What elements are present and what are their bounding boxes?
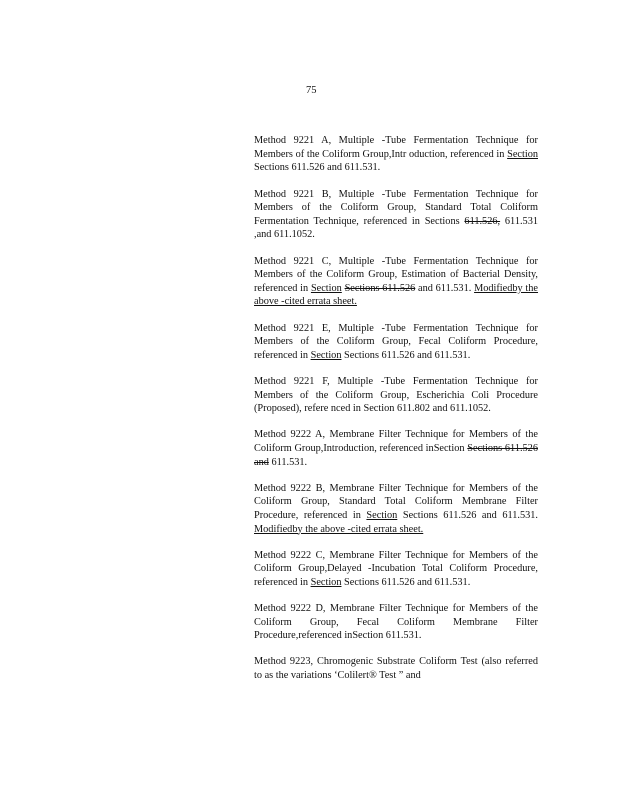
- entry-text: Method 9221 F, Multiple -Tube Fermentation Technique for Members of the Coliform Group, Escherichia Coli Procedure (Proposed), refere nced in Section 611.802 and 611.1052.: [254, 375, 538, 415]
- method-entry-list: [254, 124, 538, 695]
- method-entry: [254, 322, 538, 363]
- method-entry: [254, 134, 538, 175]
- struck-text: Sections 611.526: [344, 282, 416, 294]
- inserted-text: Section: [366, 509, 398, 521]
- inserted-text: Section: [310, 576, 342, 588]
- entry-text: Method 9221 A, Multiple -Tube Fermentation Technique for Members of the Coliform Group,Intr oduction, referenced in: [254, 135, 538, 160]
- struck-text: Sections 611.526 and: [254, 442, 538, 468]
- entry-text: 611.531 ,and 611.1052.: [254, 215, 538, 241]
- method-entry: [254, 188, 538, 242]
- inserted-text: Modifiedby the above -cited errata sheet.: [254, 282, 539, 308]
- inserted-text: Modifiedby the above -cited errata sheet.: [254, 523, 424, 535]
- entry-text: Method 9223, Chromogenic Substrate Coliform Test (also referred to as the variations ‘Colilert® Test ” and: [254, 656, 538, 682]
- entry-text: Method 9222 A, Membrane Filter Technique for Members of the Coliform Group,Introduction, referenced inSection: [254, 429, 538, 454]
- method-entry: [254, 375, 538, 416]
- entry-text: Method 9222 D, Membrane Filter Technique for Members of the Coliform Group, Fecal Coliform Membrane Filter Procedure,referenced inSection 611.531.: [254, 603, 538, 642]
- entry-text: Method 9222 B, Membrane Filter Technique for Members of the Coliform Group, Standard Total Coliform Membrane Filter Procedure, referenced in: [254, 482, 538, 521]
- inserted-text: Section: [310, 282, 342, 294]
- method-entry: [254, 482, 538, 536]
- struck-text: 611.526,: [464, 215, 501, 227]
- method-entry: [254, 428, 538, 469]
- method-entry: [254, 655, 538, 682]
- entry-text: Method 9221 E, Multiple -Tube Fermentation Technique for Members of the Coliform Group, Fecal Coliform Procedure, referenced in: [254, 322, 538, 361]
- inserted-text: Section: [310, 349, 342, 361]
- method-entry: [254, 602, 538, 643]
- inserted-text: Section: [507, 148, 538, 160]
- method-entry: [254, 255, 538, 309]
- entry-text: 611.531.: [268, 456, 308, 468]
- entry-text: Sections 611.526 and 611.531.: [254, 162, 381, 174]
- entry-text: Method 9221 C, Multiple -Tube Fermentation Technique for Members of the Coliform Group, Estimation of Bacterial Density, referenced in: [254, 255, 538, 294]
- entry-text: Sections 611.526 and 611.531.: [341, 349, 471, 361]
- entry-text: Sections 611.526 and 611.531.: [341, 576, 471, 588]
- entry-text: Method 9222 C, Membrane Filter Technique for Members of the Coliform Group,Delayed -Incubation Total Coliform Procedure, referenced in: [254, 549, 538, 588]
- entry-text: and 611.531.: [415, 282, 475, 294]
- entry-text: Method 9221 B, Multiple -Tube Fermentation Technique for Members of the Coliform Group, Standard Total Coliform Fermentation Technique, referenced in Sections: [254, 188, 538, 227]
- entry-text: Sections 611.526 and 611.531.: [397, 509, 539, 521]
- method-entry: [254, 549, 538, 590]
- page-number: 75: [306, 85, 317, 96]
